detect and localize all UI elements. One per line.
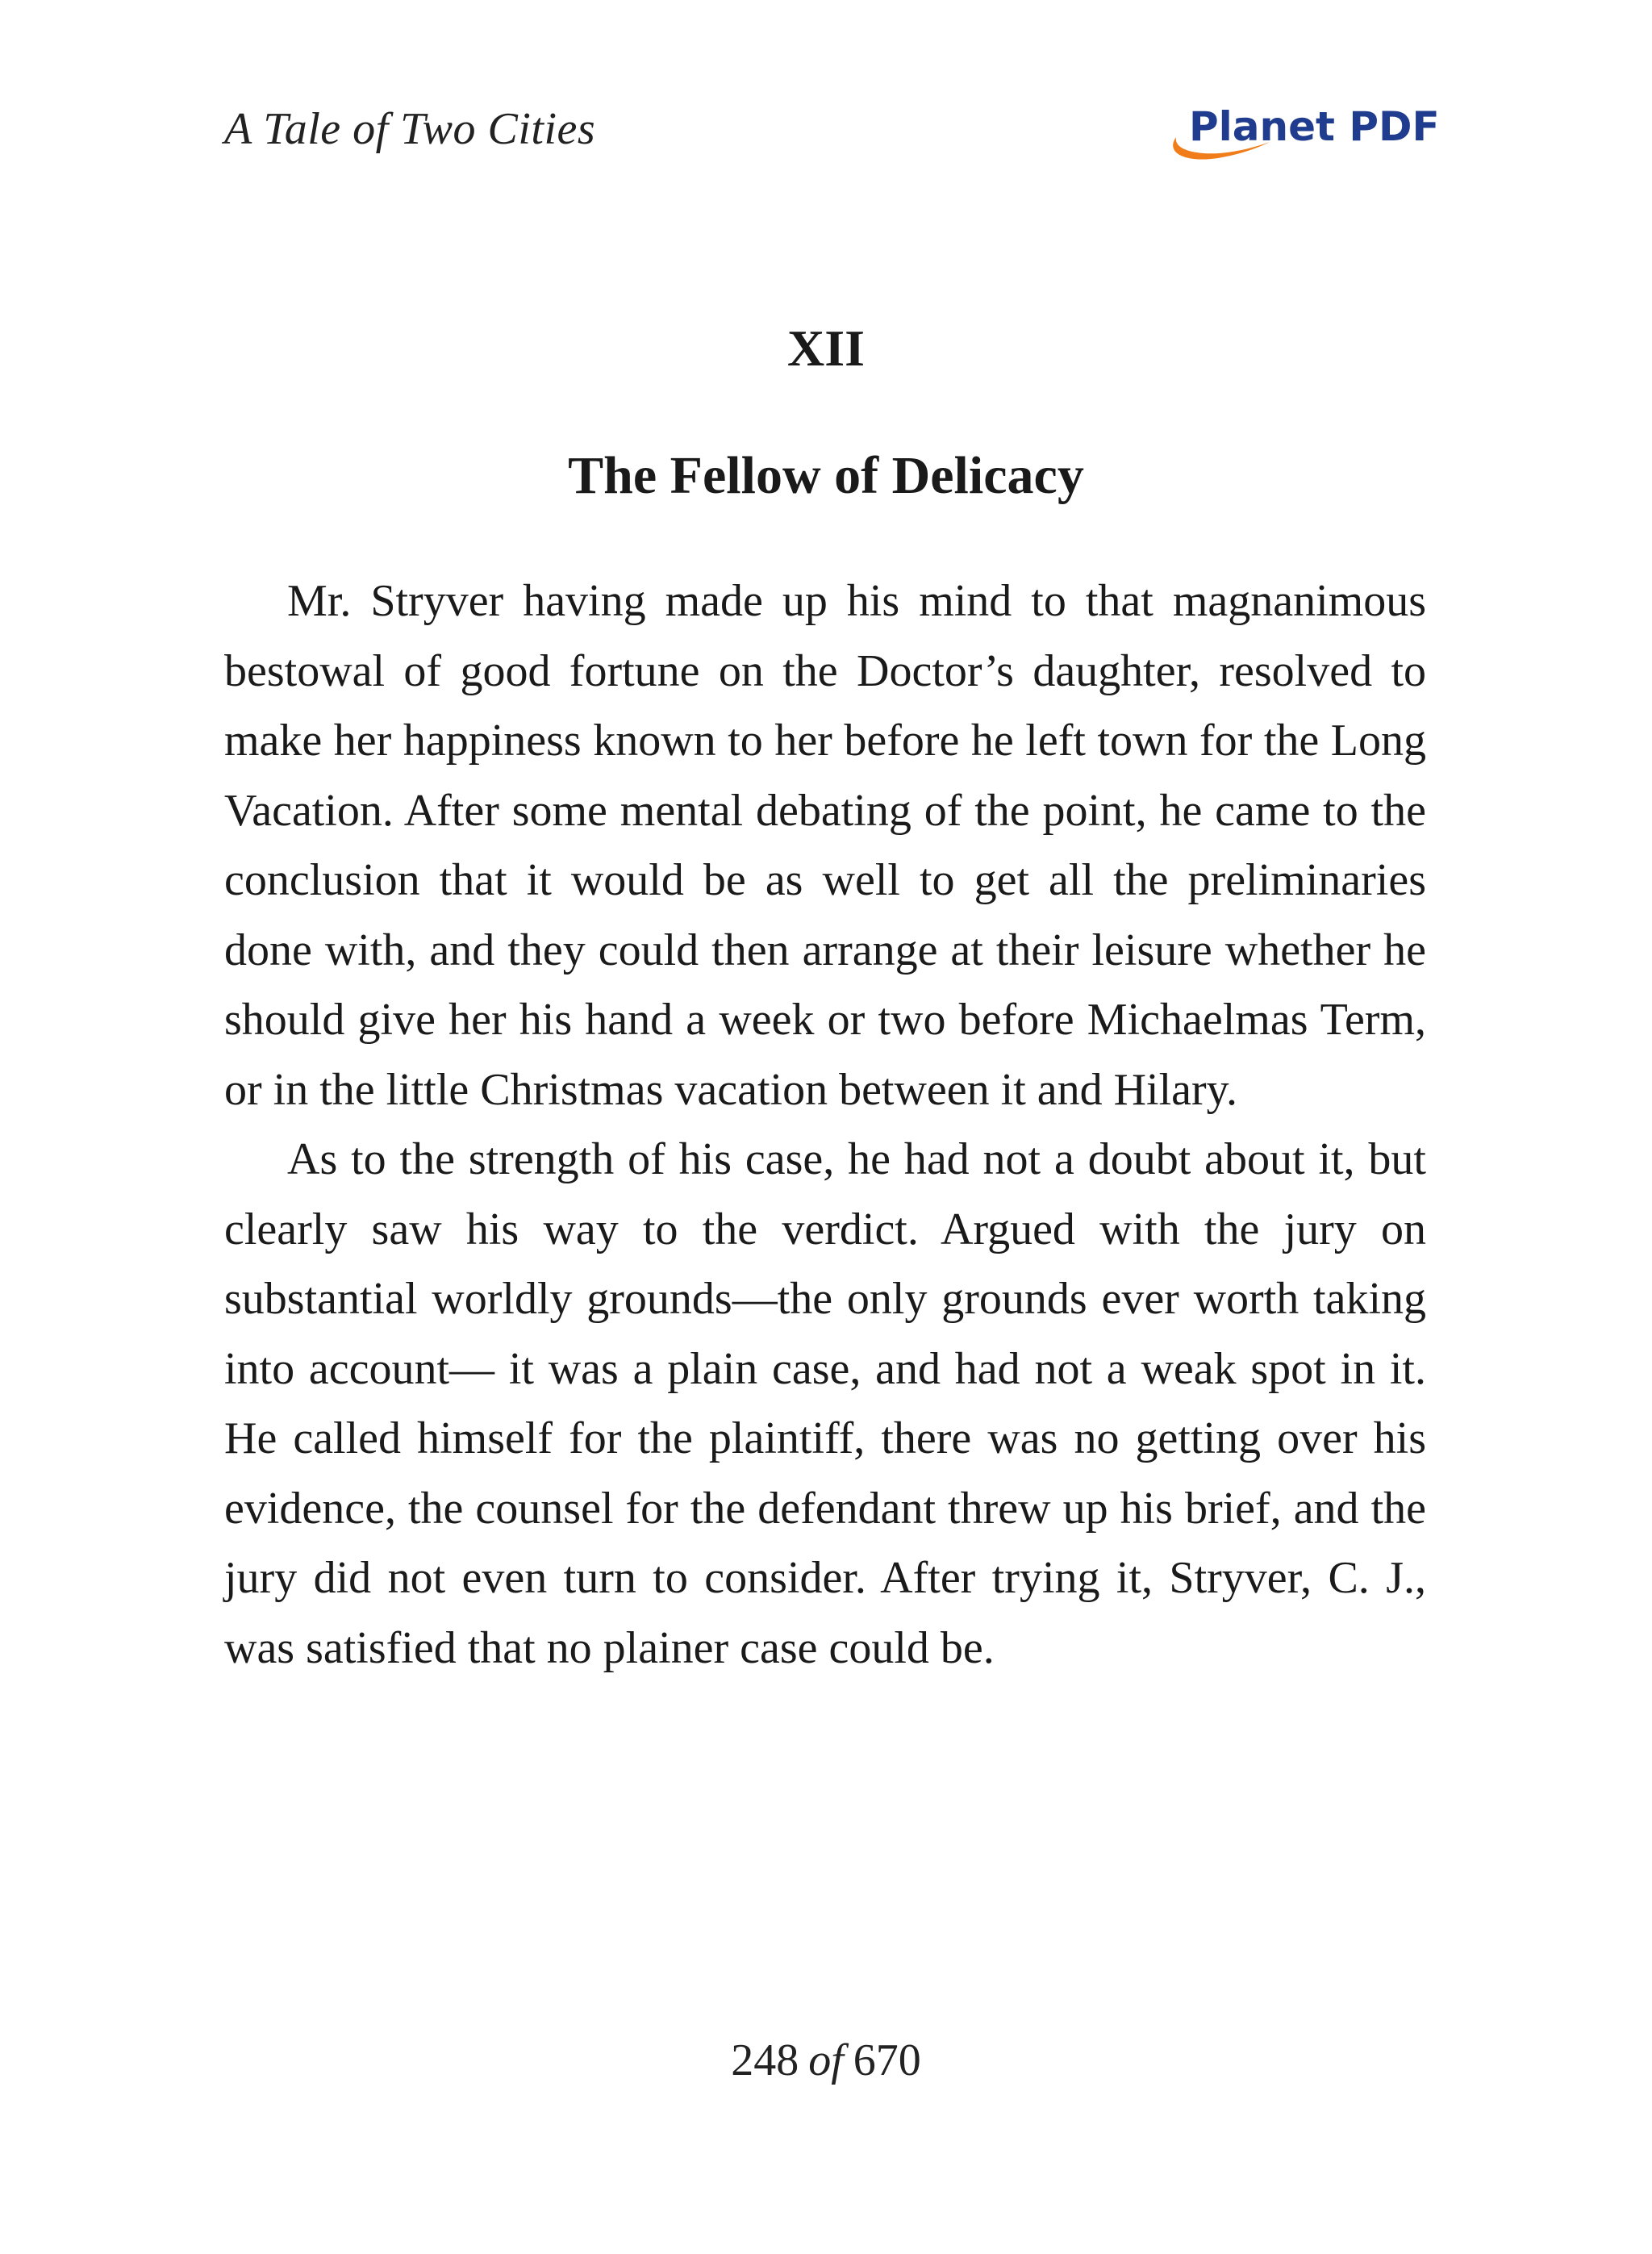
running-head-book-title: A Tale of Two Cities (224, 104, 596, 154)
chapter-title: The Fellow of Delicacy (568, 446, 1084, 505)
paragraph: As to the strength of his case, he had not a doubt about it, but clearly saw his way to the verdict. Argued with the jury on substantial worldly grounds—the only grounds ever worth taking into account— it was a plain case, and had not a weak spot in it. He called himself for the plaintiff, there was no getting over his evidence, the counsel for the defendant threw up his brief, and the jury did not even turn to consider. After trying it, Stryver, C. J., was satisfied that no plainer case could be. (224, 1134, 1426, 1673)
of-label: of (808, 2035, 844, 2085)
body-text (224, 566, 1426, 1683)
planet-pdf-logo (1162, 95, 1440, 176)
current-page: 248 (731, 2035, 799, 2085)
chapter-number: XII (786, 319, 866, 377)
logo-text: Planet PDF (1189, 103, 1440, 150)
total-pages: 670 (853, 2035, 921, 2085)
page-number (0, 2035, 1652, 2086)
paragraph: Mr. Stryver having made up his mind to that magnanimous bestowal of good fortune on the Doctor’s daughter, resolved to make her happiness known to her before he left town for the Long Vacation. After some mental debating of the point, he came to the conclusion that it would be as well to get all the preliminaries done with, and they could then arrange at their leisure whether he should give her his hand a week or two before Michaelmas Term, or in the little Christmas vacation between it and Hilary. (224, 576, 1426, 1115)
